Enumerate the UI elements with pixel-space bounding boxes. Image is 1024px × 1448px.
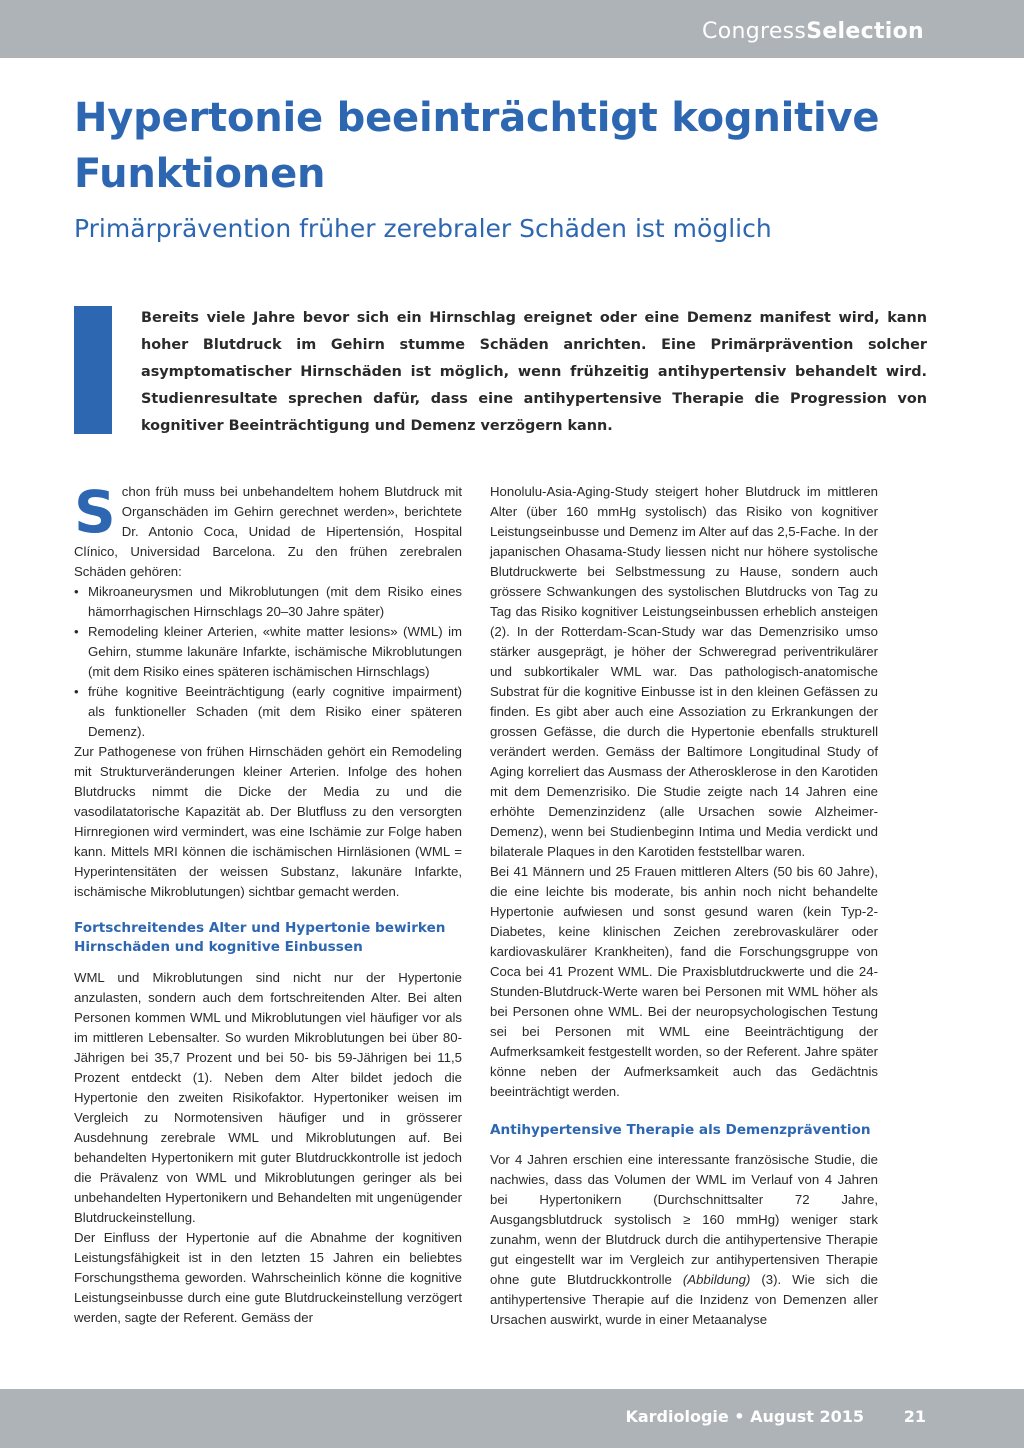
- list-item: • Remodeling kleiner Arterien, «white matter lesions» (WML) im Gehirn, stumme lakunäre Infarkte, ischämische Mikroblutungen (mit dem Risiko eines späteren ischämischen Hirnschlags): [74, 624, 462, 679]
- dropcap: S: [74, 478, 116, 546]
- section-heading-therapie: Antihypertensive Therapie als Demenzprävention: [490, 1122, 871, 1138]
- paragraph-text: Vor 4 Jahren erschien eine interessante französische Studie, die nachwies, dass das Volumen der WML im Verlauf von 4 Jahren bei Hypertonikern (Durchschnittsalter 72 Jahre, Ausgangsblutdruck systolisch ≥ 160 mmHg) weniger stark zunahm, wenn der Blutdruck durch die antihypertensive Therapie gut eingestellt war im Vergleich zur antihypertensiven Therapie ohne gute Blutdruckkontrolle: [490, 1152, 878, 1287]
- paragraph-maenner: Bei 41 Männern und 25 Frauen mittleren Alters (50 bis 60 Jahre), die eine leichte bis moderate, bis anhin noch nicht behandelte Hypertonie aufwiesen und sonst gesund waren (kein Typ-2-Diabetes, keine klinischen Zeichen zerebrovaskulärer oder kardiovaskulärer Krankheiten), fand die Forschungsgruppe von Coca bei 41 Prozent WML. Die Praxisblutdruckwerte und die 24-Stunden-Blutdruck-Werte waren bei Personen mit WML höher als bei Personen ohne WML. Bei der neuropsychologischen Testung sei bei Personen mit WML eine Beeinträchtigung der Aufmerksamkeit festgestellt worden, so der Referent. Jahre später könne neben der Aufmerksamkeit auch das Gedächtnis beeinträchtigt werden.: [490, 864, 878, 1099]
- intro-text: chon früh muss bei unbehandeltem hohem Blutdruck mit Organschäden im Gehirn gerechnet werden», berichtete Dr. Antonio Coca, Unidad de Hipertensión, Hospital Clínico, Universidad Barcelona. Zu den frühen zerebralen Schäden gehören:: [74, 484, 462, 579]
- article-lead: Bereits viele Jahre bevor sich ein Hirnschlag ereignet oder eine Demenz manifest wird, kann hoher Blutdruck im Gehirn stumme Schäden anrichten. Eine Primärprävention solcher asymptomatischer Hirnschäden ist möglich, wenn frühzeitig antihypertensiv behandelt wird. Studienresultate sprechen dafür, dass eine antihypertensive Therapie die Progression von kognitiver Beeinträchtigung und Demenz verzögern kann.: [141, 310, 927, 434]
- right-column: [490, 482, 878, 1330]
- paragraph-vor-4-jahren: [490, 1150, 878, 1330]
- left-column: [74, 478, 462, 1328]
- header-band: [0, 0, 1024, 58]
- list-item-text: Remodeling kleiner Arterien, «white matter lesions» (WML) im Gehirn, stumme lakunäre Infarkte, ischämische Mikroblutungen (mit dem Risiko eines späteren ischämischen Hirnschlags): [88, 624, 462, 679]
- brand-bold: Selection: [806, 19, 924, 44]
- damage-list: [74, 582, 462, 742]
- article-subtitle: Primärprävention früher zerebraler Schäden ist möglich: [74, 214, 772, 243]
- lead-initial-bar: [74, 306, 112, 434]
- list-item: • Mikroaneurysmen und Mikroblutungen (mit dem Risiko eines hämorrhagischen Hirnschlags 20–30 Jahre später): [74, 584, 462, 619]
- page-number: 21: [903, 1407, 926, 1426]
- footer-band: [0, 1389, 1024, 1448]
- congress-selection-logo: [702, 19, 924, 44]
- brand-light: Congress: [702, 19, 807, 44]
- list-item: • frühe kognitive Beeinträchtigung (early cognitive impairment) als funktioneller Schaden (mit dem Risiko einer späteren Demenz).: [74, 684, 462, 739]
- paragraph-text: (3). Wie sich die antihypertensive Therapie auf die Inzidenz von Demenzen aller Ursachen auswirkt, wurde in einer Metaanalyse: [490, 1272, 878, 1327]
- list-item-text: frühe kognitive Beeinträchtigung (early cognitive impairment) als funktioneller Schaden (mit dem Risiko einer späteren Demenz).: [88, 684, 462, 739]
- paragraph-wml: WML und Mikroblutungen sind nicht nur der Hypertonie anzulasten, sondern auch dem fortschreitenden Alter. Bei alten Personen kommen WML und Mikroblutungen viel häufiger vor als im mittleren Lebensalter. So wurden Mikroblutungen bei über 80-Jährigen bei 35,7 Prozent und bei 50- bis 59-Jährigen bei 11,5 Prozent entdeckt (1). Neben dem Alter bildet jedoch die Hypertonie den zweiten Risikofaktor. Hypertoniker weisen im Vergleich zu Normotensiven häufiger und in grösserer Ausdehnung zerebrale WML und Mikroblutungen auf. Bei behandelten Hypertonikern mit guter Blutdruckkontrolle ist jedoch die Prävalenz von WML und Mikroblutungen geringer als bei unbehandelten Hypertonikern und Behandelten mit ungenügender Blutdruckeinstellung.: [74, 970, 462, 1225]
- list-item-text: Mikroaneurysmen und Mikroblutungen (mit dem Risiko eines hämorrhagischen Hirnschlags 20–30 Jahre später): [88, 584, 462, 619]
- intro-paragraph: [74, 478, 462, 582]
- section-heading-alter: Fortschreitendes Alter und Hypertonie bewirken Hirnschäden und kognitive Einbussen: [74, 920, 446, 955]
- journal-issue: Kardiologie • August 2015: [625, 1407, 864, 1426]
- paragraph-einfluss: Der Einfluss der Hypertonie auf die Abnahme der kognitiven Leistungsfähigkeit ist in den letzten 15 Jahren ein beliebtes Forschungsthema geworden. Wahrscheinlich könne die kognitive Leistungseinbusse durch eine gute Blutdruckeinstellung verzögert werden, sagte der Referent. Gemäss der: [74, 1230, 462, 1325]
- paragraph-honolulu: Honolulu-Asia-Aging-Study steigert hoher Blutdruck im mittleren Alter (über 160 mmHg systolisch) das Risiko von kognitiver Leistungseinbusse und Demenz im Alter auf das 2,5-Fache. In der japanischen Ohasama-Study liessen nicht nur höhere systolische Blutdruckwerte bei Selbstmessung zu Hause, sondern auch grössere Schwankungen des systolischen Blutdrucks von Tag zu Tag das Risiko kognitiver Leistungseinbussen erheblich ansteigen (2). In der Rotterdam-Scan-Study war das Demenzrisiko umso stärker ausgeprägt, je höher der Schweregrad periventrikulärer und subkortikaler WML war. Das pathologisch-anatomische Substrat für die kognitive Einbusse ist in den kleinen Gefässen zu finden. Es gibt aber auch eine Assoziation zu Erkrankungen der grossen Gefässe, die durch die Hypertonie ebenfalls strukturell verändert werden. Gemäss der Baltimore Longitudinal Study of Aging korreliert das Ausmass der Atherosklerose in den Karotiden mit dem Demenzrisiko. Die Studie zeigte nach 14 Jahren eine erhöhte Demenzinzidenz (alle Ursachen sowie Alzheimer-Demenz), wenn bei Studienbeginn Intima und Media verdickt und bilaterale Plaques in den Karotiden feststellbar waren.: [490, 484, 878, 859]
- paragraph-pathogenese: Zur Pathogenese von frühen Hirnschäden gehört ein Remodeling mit Strukturveränderungen kleiner Arterien. Infolge des hohen Blutdrucks nimmt die Dicke der Media zu und die vasodilatatorische Kapazität ab. Der Blutfluss zu den versorgten Hirnregionen wird vermindert, was eine Ischämie zur Folge haben kann. Mittels MRI können die ischämischen Hirnläsionen (WML = Hyperintensitäten der weissen Substanz, lakunäre Infarkte, ischämische Mikroblutungen) sichtbar gemacht werden.: [74, 744, 462, 899]
- article-title: Hypertonie beeinträchtigt kognitive Funktionen: [74, 95, 880, 197]
- figure-reference: (Abbildung): [682, 1272, 751, 1287]
